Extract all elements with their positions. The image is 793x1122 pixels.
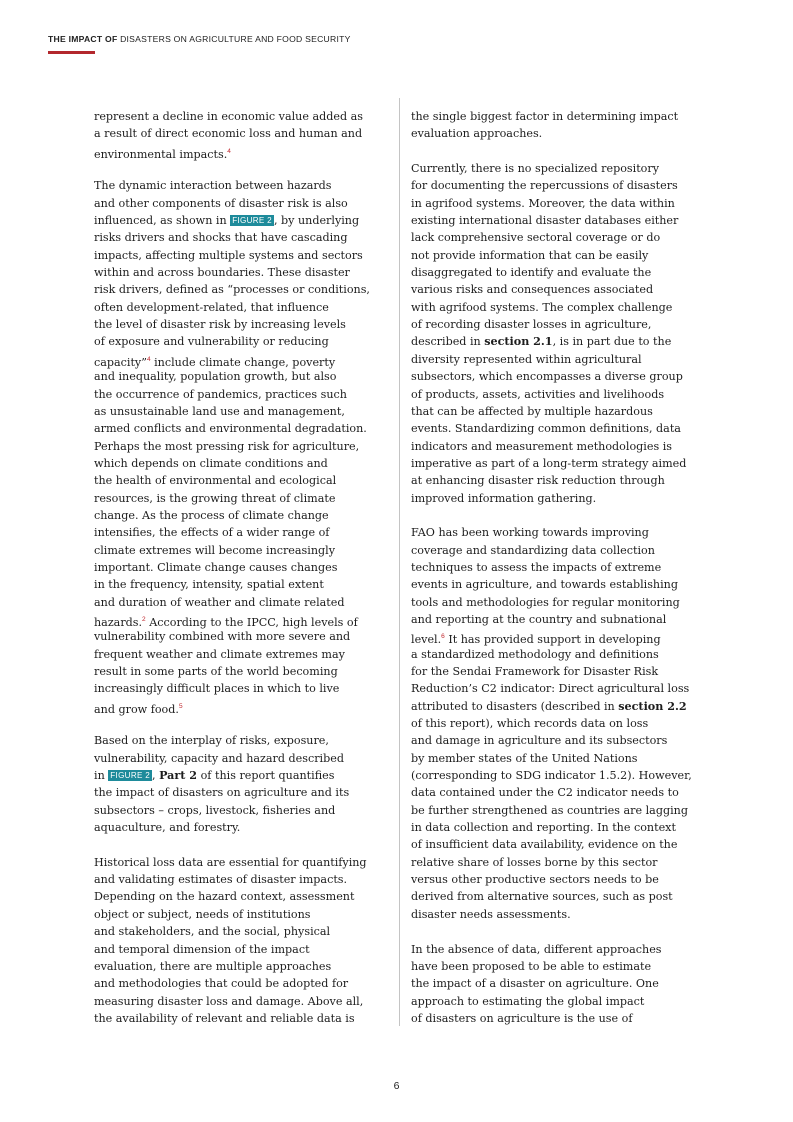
text-line: and other components of disaster risk is also [94,196,348,210]
text-line: have been proposed to be able to estimate [411,959,652,973]
text-line: impacts, affecting multiple systems and sectors [94,248,363,262]
line-text: hazards. [94,615,143,629]
text-line: in agrifood systems. Moreover, the data within [411,196,675,210]
reference-superscript[interactable]: 5 [178,702,183,710]
text-line: vulnerability, capacity and hazard described [94,751,344,765]
text-line: evaluation, there are multiple approaches [94,959,332,973]
text-line: of products, assets, activities and livelihoods [411,387,665,401]
text-line: coverage and standardizing data collection [411,543,655,557]
text-line: Perhaps the most pressing risk for agriculture, [94,439,360,453]
right-column [411,108,711,1027]
line-text: level. [411,633,442,647]
text-line: tools and methodologies for regular monitoring [411,595,680,609]
text-line: that can be affected by multiple hazardous [411,404,653,418]
text-line: represent a decline in economic value added as [94,110,364,123]
text-line: measuring disaster loss and damage. Above all, [94,994,364,1008]
column-divider [399,98,400,1026]
text-line [411,333,711,350]
text-line: and damage in agriculture and its subsectors [411,734,668,748]
text-line: Based on the interplay of risks, exposure, [94,734,329,748]
figure-2-link[interactable]: FIGURE 2 [232,216,272,226]
line-text: It has provided support in developing [444,633,661,647]
text-line: climate extremes will become increasingly [94,543,335,557]
text-line: of exposure and vulnerability or reducing [94,335,329,349]
text-line: by member states of the United Nations [411,751,638,765]
text-line: indicators and measurement methodologies is [411,439,672,453]
running-header-rest: DISASTERS ON AGRICULTURE AND FOOD SECURITY [117,34,351,44]
text-line: and validating estimates of disaster impacts. [94,873,348,887]
line-text: attributed to disasters (described in [411,699,619,713]
text-line: the single biggest factor in determining impact [411,110,679,123]
text-line: as unsustainable land use and management, [94,404,345,418]
text-line: the impact of disasters on agriculture and its [94,786,350,800]
text-line: the occurrence of pandemics, practices such [94,387,347,401]
text-line: Historical loss data are essential for quantifying [94,855,367,869]
line-text: influenced, as shown in [94,214,231,228]
text-line: versus other productive sectors needs to be [411,873,659,887]
text-line: data contained under the C2 indicator needs to [411,786,679,800]
text-line [411,698,711,715]
text-line: resources, is the growing threat of climate [94,491,336,505]
text-line: of recording disaster losses in agriculture, [411,318,652,332]
text-line: various risks and consequences associated [411,283,654,297]
text-line: aquaculture, and forestry. [94,821,241,835]
running-header [48,34,351,44]
text-line: the health of environmental and ecological [94,474,337,488]
text-line: in data collection and reporting. In the context [411,821,676,835]
text-line [94,143,394,160]
text-line: within and across boundaries. These disaster [94,266,350,280]
text-line: diversity represented within agricultural [411,352,642,366]
text-line: improved information gathering. [411,491,597,505]
reference-superscript[interactable]: 6 [441,633,445,641]
figure-2-link[interactable]: FIGURE 2 [110,771,151,781]
line-text: include climate change, poverty [150,355,336,369]
text-line: The dynamic interaction between hazards [94,179,332,193]
text-line: risk drivers, defined as “processes or conditions, [94,283,370,297]
line-text: , by underlying [273,214,360,228]
text-line: evaluation approaches. [411,127,543,141]
text-line: (corresponding to SDG indicator 1.5.2). However, [411,769,692,783]
text-line: not provide information that can be easily [411,248,649,262]
text-line: a standardized methodology and definitions [411,647,659,661]
reference-superscript[interactable]: 2 [142,615,146,623]
text-line: in the frequency, intensity, spatial extent [94,578,324,592]
text-line: FAO has been working towards improving [411,526,649,540]
text-line: lack comprehensive sectoral coverage or do [411,231,661,245]
text-line: and reporting at the country and subnational [411,612,667,626]
text-line: with agrifood systems. The complex challenge [411,300,673,314]
section-2-2-reference: section 2.2 [618,699,687,713]
text-line: subsectors – crops, livestock, fisheries and [94,803,336,817]
text-line: events. Standardizing common definitions, data [411,422,681,436]
text-line [94,698,394,715]
text-line: of insufficient data availability, evidence on the [411,838,678,852]
text-line: disaster needs assessments. [411,907,571,921]
text-line: change. As the process of climate change [94,508,329,522]
line-text: in [94,769,109,783]
text-line: important. Climate change causes changes [94,560,338,574]
text-line: at enhancing disaster risk reduction through [411,474,665,488]
part-2-reference: Part 2 [159,769,198,783]
text-line: and stakeholders, and the social, physical [94,925,331,939]
text-line: for the Sendai Framework for Disaster Risk [411,665,659,678]
text-line: a result of direct economic loss and human and [94,127,363,141]
line-text: of this report quantifies [197,769,335,783]
text-line: Currently, there is no specialized repository [411,162,659,176]
text-line: frequent weather and climate extremes may [94,647,345,661]
line-text: environmental impacts. [94,147,228,161]
text-line: intensifies, the effects of a wider range of [94,526,330,540]
text-line: relative share of losses borne by this sector [411,855,658,869]
text-line [94,212,394,229]
reference-superscript[interactable]: 4 [146,355,151,363]
text-line: and duration of weather and climate related [94,595,345,609]
section-2-1-reference: section 2.1 [484,335,553,349]
reference-superscript[interactable]: 4 [227,147,231,155]
text-line: imperative as part of a long-term strategy aimed [411,456,687,470]
left-column [94,108,394,1027]
text-line [94,767,394,784]
text-line: armed conflicts and environmental degradation. [94,422,367,436]
text-line: and inequality, population growth, but also [94,370,337,384]
line-text: described in [411,335,485,349]
text-line: and temporal dimension of the impact [94,942,310,956]
line-text: , [152,769,160,783]
text-line: be further strengthened as countries are lagging [411,803,688,817]
text-line: the impact of a disaster on agriculture. One [411,977,659,991]
text-line: disaggregated to identify and evaluate the [411,266,652,280]
text-line: of this report), which records data on loss [411,717,649,731]
header-accent-bar [48,51,95,54]
text-line: the availability of relevant and reliable data is [94,1011,355,1025]
text-line: Reduction’s C2 indicator: Direct agricultural loss [411,682,690,696]
text-line: which depends on climate conditions and [94,456,328,470]
line-text: capacity” [94,355,147,369]
running-header-bold: THE IMPACT OF [48,34,118,44]
text-line: often development-related, that influence [94,300,329,314]
text-line: subsectors, which encompasses a diverse group [411,370,683,384]
line-text: According to the IPCC, high levels of [145,615,358,629]
line-text: , is in part due to the [552,335,672,349]
text-line: In the absence of data, different approaches [411,942,662,956]
text-line: increasingly difficult places in which to live [94,682,340,696]
text-line: existing international disaster databases either [411,214,679,228]
text-line [94,351,394,368]
text-line: vulnerability combined with more severe and [94,630,351,644]
text-line: of disasters on agriculture is the use of [411,1011,633,1025]
text-line: for documenting the repercussions of disasters [411,179,678,193]
text-line: risks drivers and shocks that have cascading [94,231,348,245]
page-number: 6 [393,1080,400,1092]
text-line [411,628,711,645]
text-line: and methodologies that could be adopted for [94,977,349,991]
text-line: events in agriculture, and towards establishing [411,578,678,592]
text-line: result in some parts of the world becoming [94,665,338,678]
text-line: derived from alternative sources, such as post [411,890,673,904]
text-line: the level of disaster risk by increasing levels [94,318,346,332]
text-line [94,611,394,628]
line-text: and grow food. [94,702,179,716]
text-line: object or subject, needs of institutions [94,907,311,921]
text-line: approach to estimating the global impact [411,994,645,1008]
text-line: techniques to assess the impacts of extreme [411,560,662,574]
text-line: Depending on the hazard context, assessment [94,890,355,904]
